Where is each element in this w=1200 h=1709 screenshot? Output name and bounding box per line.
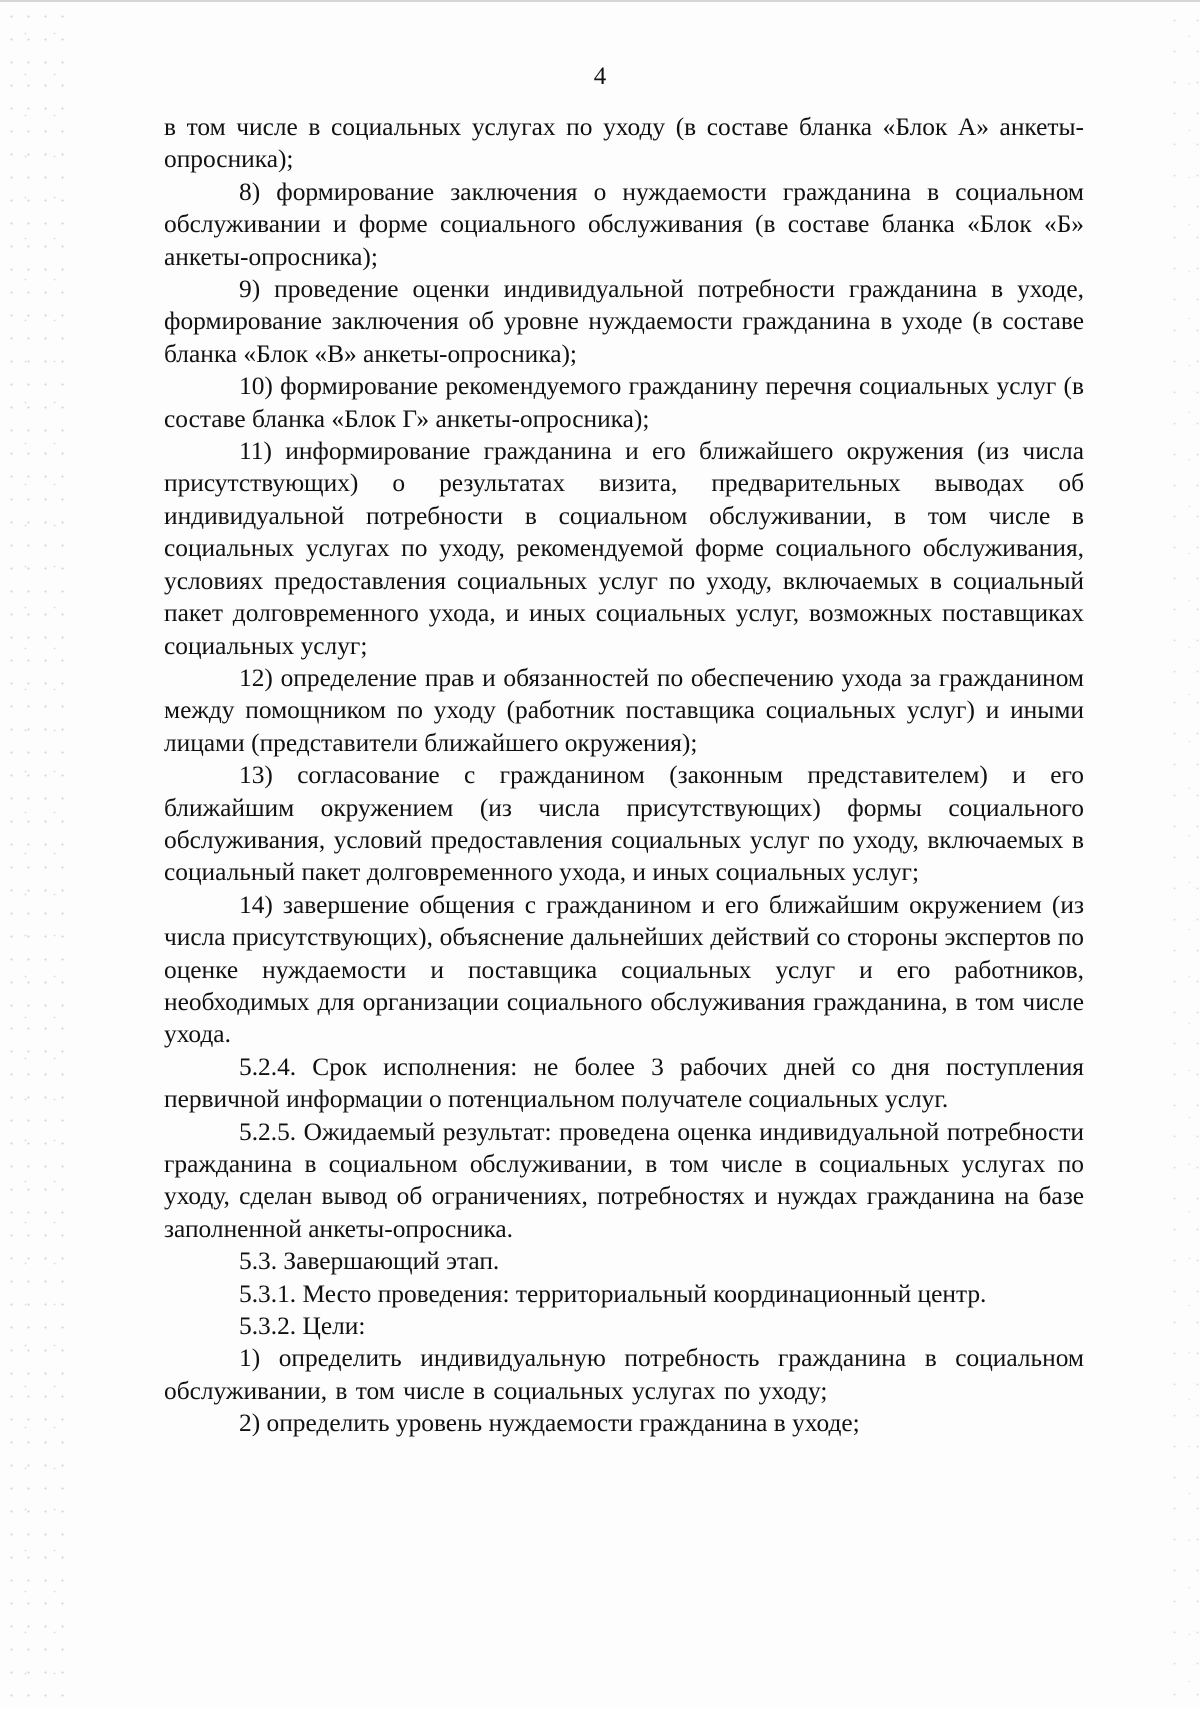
scan-noise-right	[1160, 0, 1200, 1709]
goal-item-1: 1) определить индивидуальную потребность гражданина в социальном обслуживании, в том числе в социальных услугах по уходу;	[164, 1344, 1084, 1405]
scan-noise-left	[0, 0, 70, 1709]
paragraph-continuation: в том числе в социальных услугах по уходу (в составе бланка «Блок А» анкеты-опросника);	[164, 113, 1084, 174]
list-item-13: 13) согласование с гражданином (законным представителем) и его ближайшим окружением (из числа присутствующих) формы социального обслуживания, условий предоставления социальных услуг по уходу, включаемых в социальный пакет долговременного ухода, и иных социальных услуг;	[164, 761, 1084, 887]
goal-item-2: 2) определить уровень нуждаемости гражданина в уходе;	[239, 1409, 860, 1438]
list-item-8: 8) формирование заключения о нуждаемости гражданина в социальном обслуживании и форме социального обслуживания (в составе бланка «Блок «Б» анкеты-опросника);	[164, 177, 1084, 271]
list-item-9: 9) проведение оценки индивидуальной потребности гражданина в уходе, формирование заключения об уровне нуждаемости гражданина в уходе (в составе бланка «Блок «В» анкеты-опросника);	[164, 275, 1084, 368]
document-body	[164, 111, 1084, 1440]
section-5-3-1: 5.3.1. Место проведения: территориальный координационный центр.	[239, 1279, 987, 1308]
page-number: 4	[593, 63, 607, 90]
section-5-3-2: 5.3.2. Цели:	[239, 1312, 366, 1341]
section-5-2-5: 5.2.5. Ожидаемый результат: проведена оценка индивидуальной потребности гражданина в социальном обслуживании, в том числе в социальных услугах по уходу, сделан вывод об ограничениях, потребностях и нуждах гражданина на базе заполненной анкеты-опросника.	[164, 1117, 1084, 1243]
section-5-2-4: 5.2.4. Срок исполнения: не более 3 рабочих дней со дня поступления первичной информации о потенциальном получателе социальных услуг.	[164, 1052, 1084, 1114]
list-item-10: 10) формирование рекомендуемого гражданину перечня социальных услуг (в составе бланка «Блок Г» анкеты-опросника);	[164, 372, 1084, 433]
list-item-11: 11) информирование гражданина и его ближайшего окружения (из числа присутствующих) о результатах визита, предварительных выводах об индивидуальной потребности в социальном обслуживании, в том числе в социальных услугах по уходу, рекомендуемой форме социального обслуживания, условиях предоставления социальных услуг по уходу, включаемых в социальный пакет долговременного ухода, и иных социальных услуг, возможных поставщиках социальных услуг;	[164, 437, 1084, 660]
scan-top-edge	[0, 0, 1200, 2]
section-5-3: 5.3. Завершающий этап.	[239, 1247, 500, 1276]
list-item-14: 14) завершение общения с гражданином и его ближайшим окружением (из числа присутствующих), объяснение дальнейших действий со стороны экспертов по оценке нуждаемости и поставщика социальных услуг и его работников, необходимых для организации социального обслуживания гражданина, в том числе ухода.	[164, 890, 1084, 1049]
list-item-12: 12) определение прав и обязанностей по обеспечению ухода за гражданином между помощником по уходу (работник поставщика социальных услуг) и иными лицами (представители ближайшего окружения);	[164, 663, 1084, 757]
